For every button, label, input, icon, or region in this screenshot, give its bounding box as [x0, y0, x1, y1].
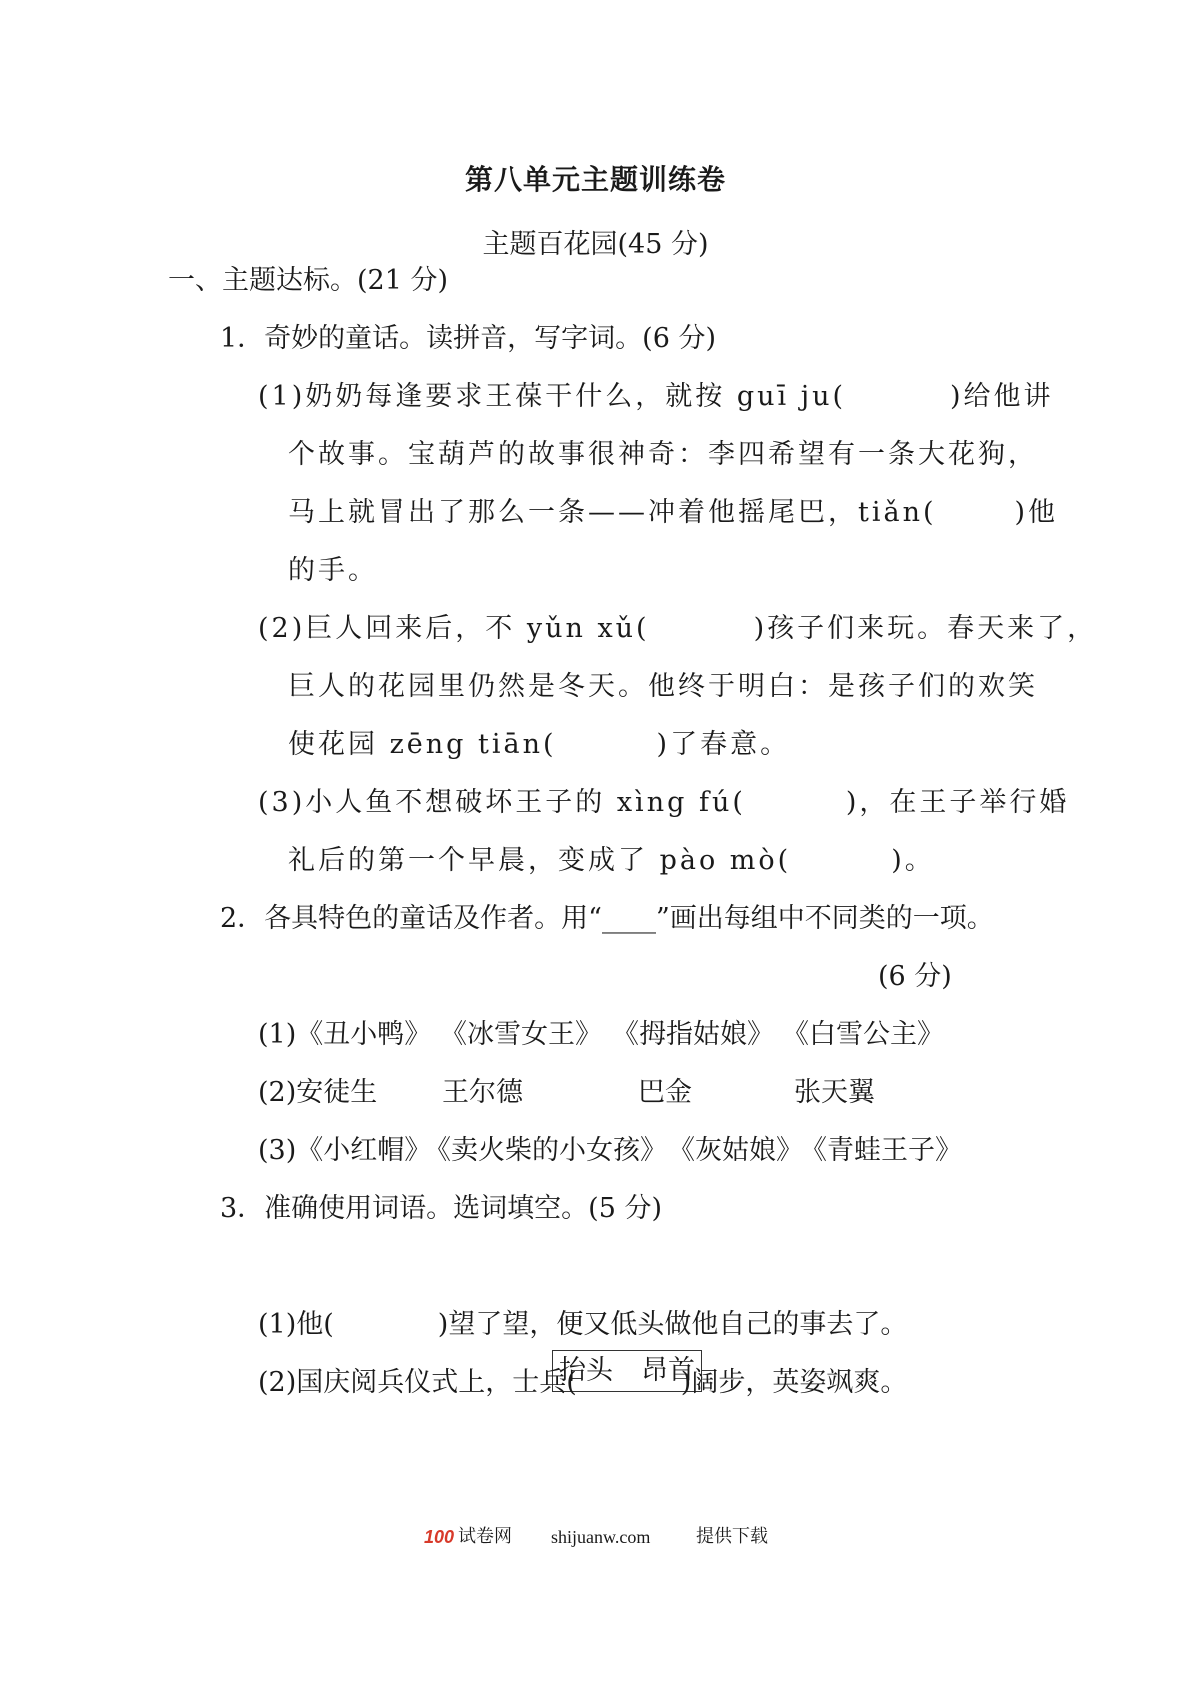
- question-2-score: (6 分): [878, 961, 952, 992]
- q2-item[interactable]: 张天翼: [794, 1077, 875, 1108]
- page-title: 第八单元主题训练卷: [464, 163, 726, 196]
- q3-sentence-2: [258, 1366, 907, 1400]
- q1-p2-line3-a: 使花园 zēng tiān(: [288, 729, 557, 760]
- q1-p2-line3: [288, 728, 790, 762]
- q2-item[interactable]: 《青蛙王子》: [800, 1135, 962, 1166]
- q3-s2-b: )阔步，英姿飒爽。: [680, 1367, 908, 1398]
- q2-item[interactable]: 王尔德: [442, 1077, 523, 1108]
- q2-item[interactable]: 《卖火柴的小女孩》: [424, 1135, 667, 1166]
- q2-item[interactable]: 《白雪公主》: [782, 1019, 944, 1050]
- question-3-heading: 3．准确使用词语。选词填空。(5 分): [220, 1193, 663, 1224]
- q1-p3-line2-a: 礼后的第一个早晨，变成了 pào mò(: [288, 845, 792, 876]
- footer-site-name: 试卷网: [458, 1526, 512, 1547]
- q1-p2-line1-a: (2)巨人回来后，不 yǔn xǔ(: [258, 613, 650, 644]
- page-subtitle: 主题百花园(45 分): [482, 229, 709, 260]
- q3-s2-a: (2)国庆阅兵仪式上，士兵(: [258, 1367, 577, 1398]
- q1-p1-line3: [288, 496, 1058, 530]
- q3-sentence-1: [258, 1308, 907, 1342]
- q3-s1-a: (1)他(: [258, 1309, 334, 1340]
- q1-p2-line1-b: )孩子们来玩。春天来了，: [753, 613, 1098, 644]
- q1-p2-line2: 巨人的花园里仍然是冬天。他终于明白：是孩子们的欢笑: [288, 671, 1038, 702]
- q1-p3-line1-b: )，在王子举行婚: [845, 787, 1070, 818]
- site-logo: 100: [424, 1527, 455, 1547]
- section-heading: 一、主题达标。(21 分): [168, 265, 449, 296]
- q1-p1-line4: 的手。: [288, 555, 378, 586]
- footer-url[interactable]: shijuanw.com: [551, 1527, 651, 1547]
- q1-p3-line2: [288, 844, 935, 878]
- word-option: 昂首: [641, 1355, 695, 1386]
- q1-p1-line3-a: 马上就冒出了那么一条——冲着他摇尾巴，tiǎn(: [288, 497, 937, 528]
- word-option: 抬头: [559, 1355, 613, 1386]
- q1-p2-line1: [258, 612, 1097, 646]
- q1-p1-line3-b: )他: [1014, 497, 1059, 528]
- q2-item[interactable]: (3)《小红帽》: [258, 1135, 432, 1166]
- q1-p1-line1: [258, 380, 1054, 414]
- q1-p1-line2: 个故事。宝葫芦的故事很神奇：李四希望有一条大花狗，: [288, 439, 1038, 470]
- q2-item[interactable]: (1)《丑小鸭》: [258, 1019, 432, 1050]
- q2-item[interactable]: 《冰雪女王》: [440, 1019, 602, 1050]
- q1-p3-line2-b: )。: [891, 845, 935, 876]
- q2-item[interactable]: (2)安徒生: [258, 1077, 378, 1108]
- q2-item[interactable]: 《拇指姑娘》: [612, 1019, 774, 1050]
- q1-p1-line1-b: )给他讲: [950, 381, 1054, 412]
- q1-p1-line1-a: (1)奶奶每逢要求王葆干什么，就按 guī ju(: [258, 381, 847, 412]
- q3-s1-b: )望了望，便又低头做他自己的事去了。: [437, 1309, 908, 1340]
- q1-p3-line1: [258, 786, 1069, 820]
- footer-note: 提供下载: [696, 1526, 768, 1547]
- q2-item[interactable]: 《灰姑娘》: [668, 1135, 803, 1166]
- question-2-heading: 2．各具特色的童话及作者。用“____”画出每组中不同类的一项。: [220, 903, 994, 934]
- q1-p2-line3-b: )了春意。: [656, 729, 791, 760]
- q1-p3-line1-a: (3)小人鱼不想破坏王子的 xìng fú(: [258, 787, 746, 818]
- q2-item[interactable]: 巴金: [638, 1077, 692, 1108]
- question-1-heading: 1．奇妙的童话。读拼音，写字词。(6 分): [220, 323, 717, 354]
